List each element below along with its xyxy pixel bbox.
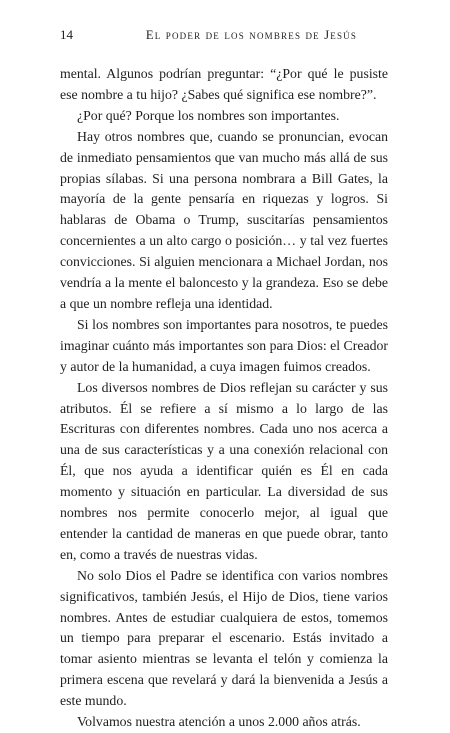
paragraph: ¿Por qué? Porque los nombres son importantes. bbox=[77, 107, 340, 123]
paragraph: Si los nombres son importantes para nosotros, te puedes imaginar cuánto más importantes son para Dios: el Creador y autor de la humanidad, a cuya imagen fuimos creados. bbox=[60, 316, 388, 374]
paragraph: No solo Dios el Padre se identifica con varios nombres significativos, también Jesús, el Hijo de Dios, tiene varios nombres. Antes de estudiar cualquiera de estos, tomemos un tiempo para preparar el escenario. Estás invitado a tomar asiento mientras se levanta el telón y comienza la primera escena que revelará y dará la bienvenida a Jesús a este mundo. bbox=[60, 567, 388, 709]
running-head bbox=[60, 25, 390, 45]
body-text bbox=[60, 64, 388, 733]
paragraph: Hay otros nombres que, cuando se pronuncian, evocan de inmediato pensamientos que van mucho más allá de sus propias sílabas. Si una persona nombrara a Bill Gates, la mayoría de la gente pensaría en riquezas y logros. Si hablaras de Obama o Trump, suscitarías pensamientos concernientes a un alto cargo o posición… y tal vez fuertes convicciones. Si alguien mencionara a Michael Jordan, nos vendría a la mente el baloncesto y la grandeza. Eso se debe a que un nombre refleja una identidad. bbox=[60, 128, 388, 311]
paragraph: Volvamos nuestra atención a unos 2.000 años atrás. bbox=[77, 714, 361, 730]
running-title: El poder de los nombres de Jesús bbox=[145, 28, 358, 42]
page-number: 14 bbox=[60, 27, 73, 42]
paragraph: Los diversos nombres de Dios reflejan su carácter y sus atributos. Él se refiere a sí mismo a lo largo de las Escrituras con diferentes nombres. Cada uno nos acerca a una de sus características y a una conexión relacional con Él, que nos ayuda a identificar quién es Él en cada momento y situación en particular. La diversidad de sus nombres nos permite conocerlo mejor, al igual que entender la cantidad de maneras en que puede obrar, tanto en, como a través de nuestras vidas. bbox=[60, 379, 388, 562]
paragraph-continued: mental. Algunos podrían preguntar: “¿Por qué le pusiste ese nombre a tu hijo? ¿Sabes qué significa ese nombre?”. bbox=[60, 66, 388, 102]
